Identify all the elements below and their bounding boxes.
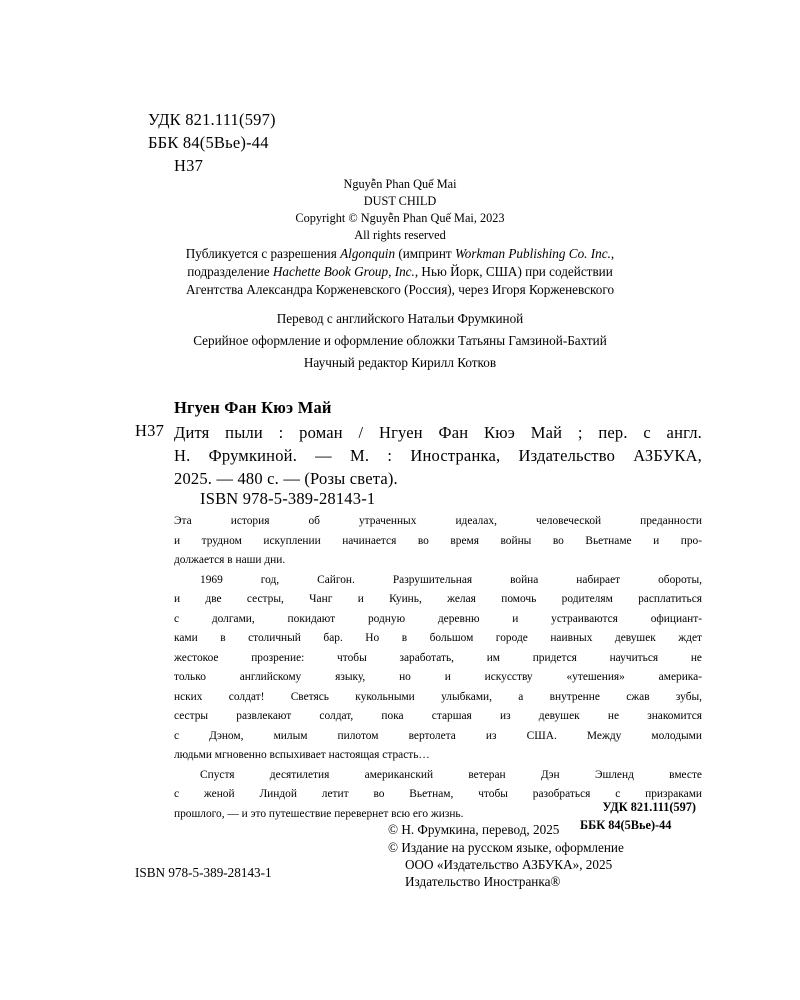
footer-udk: УДК 821.111(597): [602, 800, 696, 814]
copyright-edition: © Издание на русском языке, оформление: [388, 840, 624, 855]
annotation-line: и две сестры, Чанг и Куинь, желая помочь родителям расплатиться: [174, 593, 702, 605]
catalog-line: Дитя пыли : роман / Нгуен Фан Кюэ Май ; пер. с англ.: [174, 423, 702, 442]
annotation-line: прошлого, — и это путешествие перевернет всю его жизнь.: [174, 807, 464, 820]
publisher-name: Algonquin: [340, 246, 396, 261]
annotation-line: Эта история об утраченных идеалах, человеческой преданности: [174, 515, 702, 527]
bbk-code: ББК 84(5Вье)-44: [148, 133, 269, 152]
publisher-name: Hachette Book Group, Inc.: [272, 264, 415, 279]
translation-credit: Перевод с английского Натальи Фрумкиной: [276, 311, 524, 326]
annotation-line: людьми мгновенно вспыхивает настоящая страсть…: [174, 749, 430, 761]
annotation-line: должается в наши дни.: [174, 554, 286, 566]
permission-line-2: [100, 264, 700, 280]
copyright-imprint: Издательство Иностранка®: [405, 874, 561, 889]
copyright-translation: © Н. Фрумкина, перевод, 2025: [388, 822, 560, 837]
annotation-line: 1969 год, Сайгон. Разрушительная война набирает обороты,: [200, 573, 702, 586]
design-credit: Серийное оформление и оформление обложки Татьяны Гамзиной-Бахтий: [193, 333, 607, 348]
original-author: Nguyễn Phan Quế Mai: [343, 177, 457, 191]
permission-line-1: [100, 246, 700, 262]
annotation-line: с женой Линдой летит во Вьетнам, чтобы разобраться с призраками: [174, 788, 702, 800]
copyright-publisher: ООО «Издательство АЗБУКА», 2025: [405, 857, 613, 872]
permission-text: , Нью Йорк, США) при содействии: [414, 264, 613, 279]
annotation-line: ками в столичный бар. Но в большом городе наивных девушек ждет: [174, 632, 702, 644]
catalog-isbn: ISBN 978-5-389-28143-1: [200, 489, 376, 508]
annotation-line: сестры развлекают солдат, пока старшая из девушек не знакомится: [174, 710, 702, 722]
permission-line-3: Агентства Александра Корженевского (Россия), через Игоря Корженевского: [185, 282, 615, 297]
publisher-name: Workman Publishing Co. Inc.: [454, 246, 611, 261]
annotation: [174, 512, 702, 824]
annotation-line: с Дэном, милым пилотом вертолета из США. Между молодыми: [174, 729, 702, 742]
udk-code: УДК 821.111(597): [148, 110, 276, 129]
rights-reserved: All rights reserved: [354, 228, 446, 242]
permission-text: ,: [610, 246, 615, 261]
editor-credit: Научный редактор Кирилл Котков: [303, 355, 497, 370]
catalog-heading: Нгуен Фан Кюэ Май: [174, 398, 332, 417]
permission-text: Публикуется с разрешения: [185, 246, 341, 261]
permission-text: (импринт: [395, 246, 455, 261]
catalog-line: Н. Фрумкиной. — М. : Иностранка, Издательство АЗБУКА,: [174, 446, 702, 465]
original-copyright: Copyright © Nguyễn Phan Quế Mai, 2023: [295, 211, 505, 225]
catalog-mark: Н37: [135, 421, 165, 440]
footer-bbk: ББК 84(5Вье)-44: [580, 818, 672, 832]
bottom-isbn: ISBN 978-5-389-28143-1: [135, 865, 272, 880]
annotation-line: нских солдат! Светясь кукольными улыбками, а внутренне сжав зубы,: [174, 690, 702, 703]
catalog-description: [174, 421, 702, 490]
catalog-line: 2025. — 480 с. — (Розы света).: [174, 469, 398, 488]
annotation-line: и трудном искуплении начинается во время войны во Вьетнаме и про-: [174, 534, 702, 547]
annotation-line: Спустя десятилетия американский ветеран Дэн Эшленд вместе: [200, 768, 702, 781]
annotation-line: только английскому языку, но и искусству «утешения» америка-: [174, 671, 702, 683]
annotation-line: жестокое прозрение: чтобы заработать, им придется научиться не: [174, 651, 702, 664]
author-mark: Н37: [174, 156, 204, 175]
annotation-line: с долгами, покидают родную деревню и устраиваются официант-: [174, 612, 702, 625]
original-title: DUST CHILD: [363, 194, 437, 208]
permission-text: подразделение: [187, 264, 273, 279]
